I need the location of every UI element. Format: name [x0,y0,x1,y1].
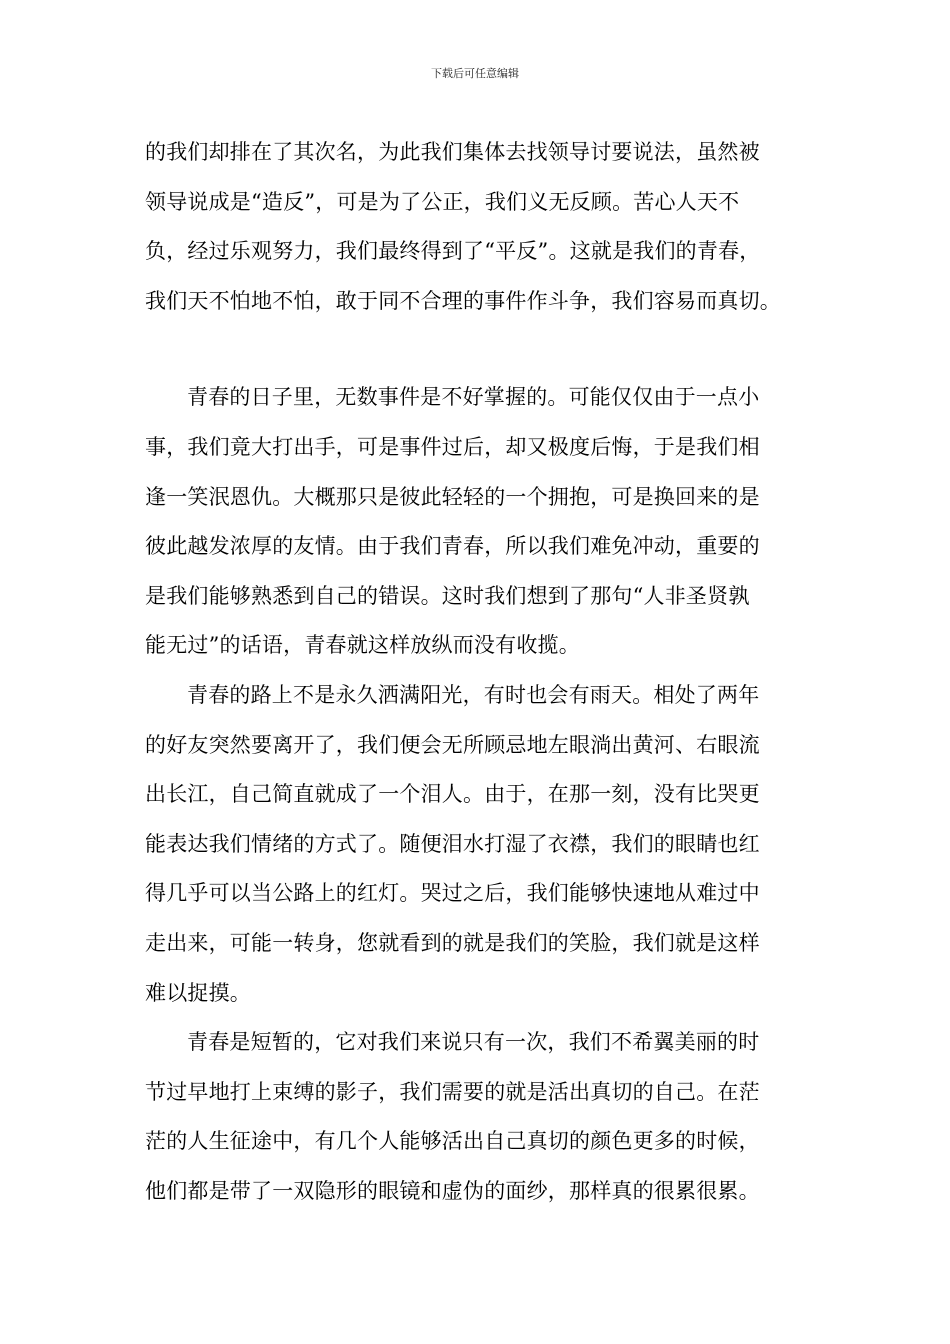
text-line: 青春的路上不是永久洒满阳光，有时也会有雨天。相处了两年 [187,682,760,707]
page-header: 下载后可任意编辑 [431,67,519,80]
text-line: 逢一笑泯恩仇。大概那只是彼此轻轻的一个拥抱，可是换回来的是 [145,484,760,509]
text-line: 负，经过乐观努力，我们最终得到了“平反”。这就是我们的青春， [145,239,761,264]
text-line: 领导说成是“造反”，可是为了公正，我们义无反顾。苦心人天不 [145,189,740,214]
text-line: 得几乎可以当公路上的红灯。哭过之后，我们能够快速地从难过中 [145,881,760,906]
text-line: 事，我们竟大打出手，可是事件过后，却又极度后悔，于是我们相 [145,434,760,459]
text-line: 我们天不怕地不怕，敢于同不合理的事件作斗争，我们容易而真切。 [145,288,781,313]
text-line: 青春是短暂的，它对我们来说只有一次，我们不希翼美丽的时 [187,1030,760,1055]
text-line: 的好友突然要离开了，我们便会无所顾忌地左眼淌出黄河、右眼流 [145,732,760,757]
text-line: 难以捉摸。 [145,980,251,1005]
text-line: 是我们能够熟悉到自己的错误。这时我们想到了那句“人非圣贤孰 [145,583,750,608]
text-line: 能无过”的话语，青春就这样放纵而没有收揽。 [145,633,580,658]
paragraph-4 [145,1018,805,1216]
text-line: 出长江，自己简直就成了一个泪人。由于，在那一刻，没有比哭更 [145,782,760,807]
text-line: 走出来，可能一转身，您就看到的就是我们的笑脸，我们就是这样 [145,930,760,955]
text-line: 青春的日子里，无数事件是不好掌握的。可能仅仅由于一点小 [187,385,760,410]
paragraph-2 [145,373,805,671]
text-line: 彼此越发浓厚的友情。由于我们青春，所以我们难免冲动，重要的 [145,534,760,559]
text-line: 茫的人生征途中，有几个人能够活出自己真切的颜色更多的时候， [145,1129,760,1154]
document-body [145,128,805,1216]
paragraph-1 [145,128,805,326]
text-line: 节过早地打上束缚的影子，我们需要的就是活出真切的自己。在茫 [145,1079,760,1104]
text-line: 他们都是带了一双隐形的眼镜和虚伪的面纱，那样真的很累很累。 [145,1178,760,1203]
text-line: 的我们却排在了其次名，为此我们集体去找领导讨要说法，虽然被 [145,140,760,164]
text-line: 能表达我们情绪的方式了。随便泪水打湿了衣襟，我们的眼睛也红 [145,831,760,856]
paragraph-3 [145,671,805,1018]
